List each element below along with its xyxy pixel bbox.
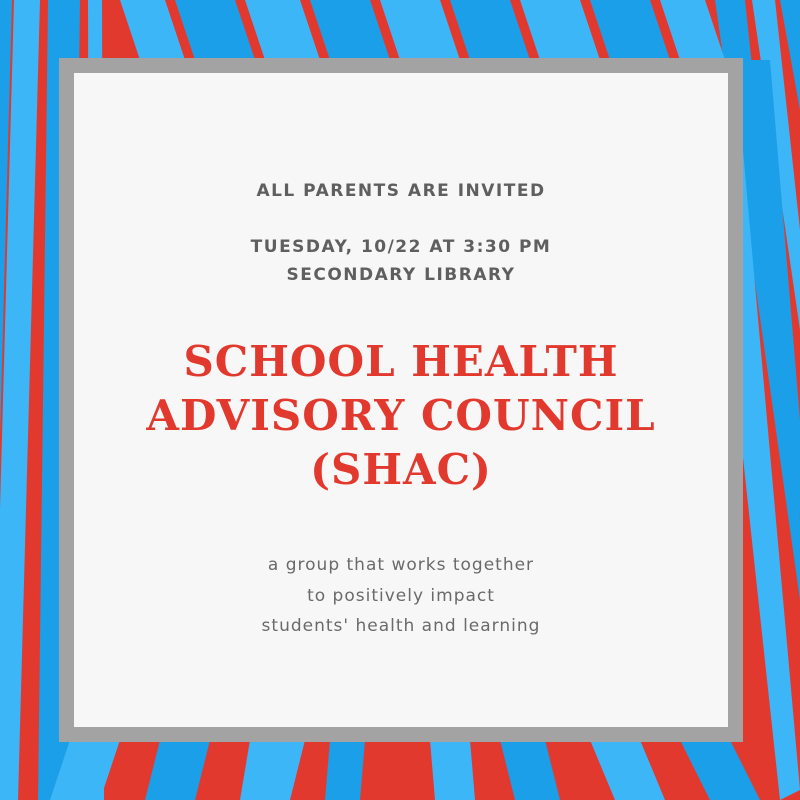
title-line-3: (SHAC) bbox=[310, 445, 492, 494]
invite-line: ALL PARENTS ARE INVITED bbox=[256, 181, 546, 201]
title-line-2: ADVISORY COUNCIL bbox=[146, 391, 656, 440]
flyer-card bbox=[74, 73, 728, 727]
description-line-2: to positively impact bbox=[307, 586, 495, 606]
title-line-1: SCHOOL HEALTH bbox=[183, 337, 619, 386]
location-line: SECONDARY LIBRARY bbox=[286, 265, 516, 285]
card-frame bbox=[59, 58, 743, 742]
description-line-1: a group that works together bbox=[267, 555, 535, 575]
date-time-line: TUESDAY, 10/22 AT 3:30 PM bbox=[250, 237, 552, 257]
description-line-3: students' health and learning bbox=[261, 616, 541, 636]
